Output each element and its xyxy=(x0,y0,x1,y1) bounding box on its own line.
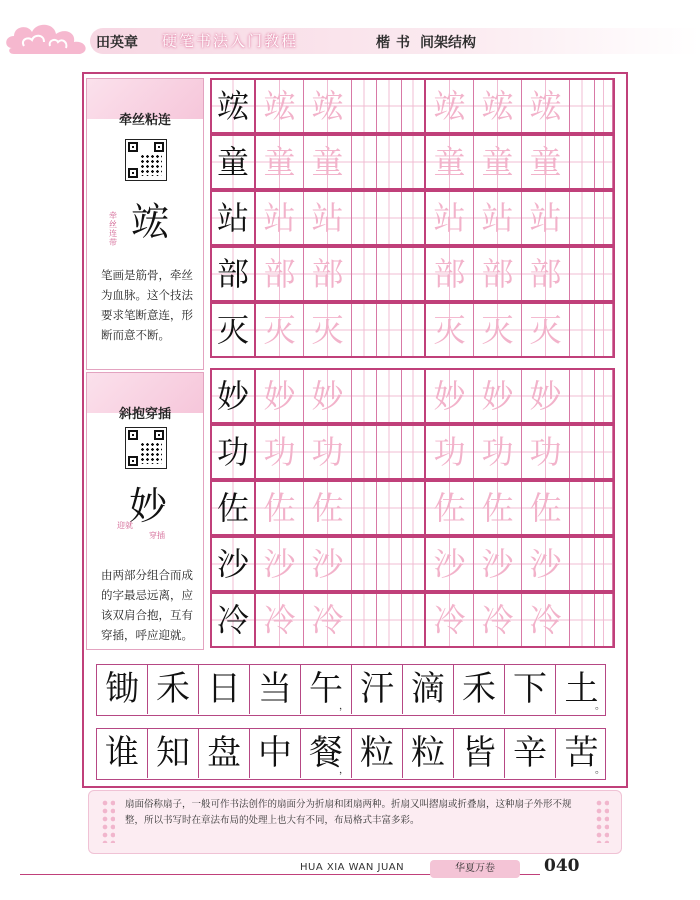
model-character: 灭 xyxy=(216,311,249,349)
trace-character: 妙 xyxy=(311,377,344,415)
trace-cell[interactable] xyxy=(304,248,352,300)
blank-practice-cell[interactable] xyxy=(595,80,613,132)
trace-cell[interactable] xyxy=(426,594,474,646)
writing-character: 粒 xyxy=(411,733,445,773)
practice-grid xyxy=(210,78,620,648)
blank-practice-cell[interactable] xyxy=(352,248,377,300)
blank-practice-cell[interactable] xyxy=(402,304,426,356)
writing-cell xyxy=(352,729,403,778)
demo-label: 牵丝连带 xyxy=(109,211,117,247)
blank-practice-cell[interactable] xyxy=(402,482,426,534)
trace-cell[interactable] xyxy=(522,80,570,132)
trace-cell[interactable] xyxy=(522,426,570,478)
writing-cell xyxy=(556,665,607,714)
trace-character: 妙 xyxy=(529,377,562,415)
blank-practice-cell[interactable] xyxy=(352,304,377,356)
blank-practice-cell[interactable] xyxy=(377,136,402,188)
note-box xyxy=(88,790,622,854)
writing-character: 谁 xyxy=(105,733,139,773)
writing-cell xyxy=(97,665,148,714)
trace-cell[interactable] xyxy=(522,370,570,422)
blank-practice-cell[interactable] xyxy=(595,538,613,590)
writing-strip-2 xyxy=(96,728,606,780)
footer-publisher-latin: HUA XIA WAN JUAN xyxy=(300,862,405,873)
blank-practice-cell[interactable] xyxy=(570,538,595,590)
trace-cell[interactable] xyxy=(474,370,522,422)
writing-cell xyxy=(454,665,505,714)
practice-row xyxy=(210,78,615,134)
demo-character: 妙 xyxy=(129,484,168,528)
trace-cell[interactable] xyxy=(304,80,352,132)
trace-cell[interactable] xyxy=(304,426,352,478)
writing-character: 土 xyxy=(564,669,599,709)
blank-practice-cell[interactable] xyxy=(377,304,402,356)
trace-character: 部 xyxy=(263,255,296,293)
trace-cell[interactable] xyxy=(256,370,304,422)
trace-cell[interactable] xyxy=(304,136,352,188)
trace-character: 灭 xyxy=(481,311,514,349)
blank-practice-cell[interactable] xyxy=(595,370,613,422)
blank-practice-cell[interactable] xyxy=(595,482,613,534)
punctuation-mark: ， xyxy=(339,701,349,712)
qr-code-icon[interactable] xyxy=(125,139,167,181)
model-cell xyxy=(212,192,256,244)
trace-character: 站 xyxy=(481,199,514,237)
technique-panel-1 xyxy=(86,78,204,370)
trace-cell[interactable] xyxy=(474,304,522,356)
trace-cell[interactable] xyxy=(522,304,570,356)
writing-cell xyxy=(505,665,556,714)
model-cell xyxy=(212,248,256,300)
header-style: 楷书 xyxy=(376,35,416,51)
writing-character: 锄 xyxy=(105,669,139,709)
trace-character: 功 xyxy=(433,433,466,471)
practice-row xyxy=(210,480,615,536)
trace-cell[interactable] xyxy=(426,538,474,590)
writing-character: 中 xyxy=(258,733,292,773)
trace-cell[interactable] xyxy=(304,538,352,590)
trace-character: 部 xyxy=(529,255,562,293)
blank-practice-cell[interactable] xyxy=(402,248,426,300)
blank-practice-cell[interactable] xyxy=(402,80,426,132)
blank-practice-cell[interactable] xyxy=(570,80,595,132)
header-author: 田英章 xyxy=(96,35,138,51)
blank-practice-cell[interactable] xyxy=(377,80,402,132)
trace-cell[interactable] xyxy=(426,248,474,300)
writing-cell xyxy=(250,665,301,714)
trace-character: 竤 xyxy=(433,87,466,125)
writing-character: 辛 xyxy=(513,733,547,773)
writing-character: 粒 xyxy=(360,733,394,773)
trace-character: 灭 xyxy=(529,311,562,349)
writing-cell xyxy=(199,729,250,778)
trace-character: 童 xyxy=(263,143,296,181)
blank-practice-cell[interactable] xyxy=(402,136,426,188)
trace-cell[interactable] xyxy=(522,482,570,534)
trace-cell[interactable] xyxy=(426,482,474,534)
writing-character: 餐 xyxy=(309,733,343,773)
writing-cell xyxy=(454,729,505,778)
trace-character: 冷 xyxy=(529,601,562,639)
writing-cell xyxy=(250,729,301,778)
blank-practice-cell[interactable] xyxy=(377,248,402,300)
panel-title: 牵丝粘连 xyxy=(118,113,171,128)
trace-character: 沙 xyxy=(263,545,296,583)
blank-practice-cell[interactable] xyxy=(352,594,377,646)
cloud-decoration-icon xyxy=(4,18,94,58)
trace-character: 童 xyxy=(481,143,514,181)
trace-cell[interactable] xyxy=(426,370,474,422)
model-character: 部 xyxy=(216,255,249,293)
trace-cell[interactable] xyxy=(522,594,570,646)
trace-character: 沙 xyxy=(433,545,466,583)
demo-label: 迎就 xyxy=(117,521,133,530)
model-character: 竤 xyxy=(216,87,249,125)
model-character: 功 xyxy=(216,433,249,471)
trace-character: 功 xyxy=(481,433,514,471)
model-cell xyxy=(212,370,256,422)
model-character: 沙 xyxy=(216,545,249,583)
trace-character: 竤 xyxy=(311,87,344,125)
trace-character: 沙 xyxy=(529,545,562,583)
blank-practice-cell[interactable] xyxy=(570,192,595,244)
trace-cell[interactable] xyxy=(256,426,304,478)
blank-practice-cell[interactable] xyxy=(377,370,402,422)
blank-practice-cell[interactable] xyxy=(570,426,595,478)
blank-practice-cell[interactable] xyxy=(377,594,402,646)
writing-cell xyxy=(301,729,352,778)
trace-character: 妙 xyxy=(263,377,296,415)
writing-cell xyxy=(199,665,250,714)
blank-practice-cell[interactable] xyxy=(402,594,426,646)
writing-cell xyxy=(403,729,454,778)
trace-cell[interactable] xyxy=(522,538,570,590)
trace-character: 站 xyxy=(433,199,466,237)
punctuation-mark: 。 xyxy=(595,701,605,712)
model-cell xyxy=(212,426,256,478)
writing-cell xyxy=(301,665,352,714)
trace-character: 童 xyxy=(529,143,562,181)
trace-character: 功 xyxy=(311,433,344,471)
model-character: 童 xyxy=(216,143,249,181)
trace-character: 冷 xyxy=(481,601,514,639)
writing-cell xyxy=(148,665,199,714)
trace-character: 佐 xyxy=(481,489,514,527)
trace-cell[interactable] xyxy=(522,248,570,300)
trace-character: 妙 xyxy=(481,377,514,415)
model-character: 冷 xyxy=(216,601,249,639)
blank-practice-cell[interactable] xyxy=(352,370,377,422)
trace-cell[interactable] xyxy=(474,192,522,244)
model-character: 佐 xyxy=(216,489,249,527)
trace-cell[interactable] xyxy=(522,192,570,244)
writing-cell xyxy=(352,665,403,714)
header-book-title: 硬笔书法入门教程 xyxy=(162,32,299,50)
blank-practice-cell[interactable] xyxy=(352,80,377,132)
trace-cell[interactable] xyxy=(256,594,304,646)
trace-character: 部 xyxy=(481,255,514,293)
note-decoration-icon xyxy=(595,799,609,843)
note-text: 扇面俗称扇子，一般可作书法创作的扇面分为折扇和团扇两种。折扇又叫摺扇或折叠扇，这种扇子外形不规整，所以书写时在章法布局的处理上也大有不同，布局格式丰富多彩。 xyxy=(125,799,572,826)
writing-character: 禾 xyxy=(462,669,496,709)
trace-cell[interactable] xyxy=(474,426,522,478)
trace-cell[interactable] xyxy=(426,426,474,478)
trace-character: 功 xyxy=(529,433,562,471)
trace-character: 站 xyxy=(263,199,296,237)
model-cell xyxy=(212,538,256,590)
trace-cell[interactable] xyxy=(474,136,522,188)
blank-practice-cell[interactable] xyxy=(377,426,402,478)
trace-cell[interactable] xyxy=(256,482,304,534)
practice-row xyxy=(210,190,615,246)
trace-cell[interactable] xyxy=(474,80,522,132)
model-cell xyxy=(212,304,256,356)
demo-character: 竤 xyxy=(131,200,170,244)
practice-row xyxy=(210,592,615,648)
blank-practice-cell[interactable] xyxy=(352,192,377,244)
trace-cell[interactable] xyxy=(426,192,474,244)
writing-character: 午 xyxy=(309,669,343,709)
practice-row xyxy=(210,246,615,302)
practice-row xyxy=(210,134,615,190)
practice-row xyxy=(210,424,615,480)
trace-cell[interactable] xyxy=(426,136,474,188)
qr-code-icon[interactable] xyxy=(125,427,167,469)
trace-cell[interactable] xyxy=(304,482,352,534)
writing-cell xyxy=(556,729,607,778)
writing-strip-1 xyxy=(96,664,606,716)
trace-cell[interactable] xyxy=(426,304,474,356)
page-number: 040 xyxy=(544,856,580,876)
blank-practice-cell[interactable] xyxy=(570,594,595,646)
blank-practice-cell[interactable] xyxy=(402,426,426,478)
trace-character: 童 xyxy=(311,143,344,181)
trace-character: 部 xyxy=(433,255,466,293)
trace-cell[interactable] xyxy=(256,538,304,590)
writing-character: 滴 xyxy=(411,669,445,709)
panel-description: 笔画是筋骨，牵丝为血脉。这个技法要求笔断意连，形断而意不断。 xyxy=(101,268,193,342)
trace-cell[interactable] xyxy=(474,248,522,300)
writing-character: 汗 xyxy=(360,669,394,709)
model-cell xyxy=(212,482,256,534)
writing-character: 下 xyxy=(513,669,547,709)
trace-character: 部 xyxy=(311,255,344,293)
trace-character: 冷 xyxy=(263,601,296,639)
trace-character: 灭 xyxy=(433,311,466,349)
blank-practice-cell[interactable] xyxy=(570,482,595,534)
demo-label: 穿插 xyxy=(149,531,165,540)
trace-character: 冷 xyxy=(433,601,466,639)
page-footer xyxy=(0,856,700,900)
trace-character: 站 xyxy=(529,199,562,237)
trace-character: 沙 xyxy=(481,545,514,583)
practice-row xyxy=(210,302,615,358)
blank-practice-cell[interactable] xyxy=(352,136,377,188)
model-cell xyxy=(212,594,256,646)
trace-character: 竤 xyxy=(263,87,296,125)
trace-cell[interactable] xyxy=(256,304,304,356)
blank-practice-cell[interactable] xyxy=(570,136,595,188)
note-decoration-icon xyxy=(101,799,115,843)
trace-character: 沙 xyxy=(311,545,344,583)
blank-practice-cell[interactable] xyxy=(402,192,426,244)
writing-character: 苦 xyxy=(564,733,599,773)
blank-practice-cell[interactable] xyxy=(595,594,613,646)
trace-cell[interactable] xyxy=(522,136,570,188)
model-cell xyxy=(212,80,256,132)
trace-character: 竤 xyxy=(529,87,562,125)
blank-practice-cell[interactable] xyxy=(595,136,613,188)
trace-cell[interactable] xyxy=(256,192,304,244)
blank-practice-cell[interactable] xyxy=(402,538,426,590)
page-header xyxy=(0,0,700,60)
footer-publisher-tag: 华夏万卷 xyxy=(430,860,520,878)
trace-cell[interactable] xyxy=(256,136,304,188)
writing-character: 盘 xyxy=(207,733,241,773)
writing-character: 知 xyxy=(156,733,190,773)
trace-character: 妙 xyxy=(433,377,466,415)
punctuation-mark: ， xyxy=(339,765,349,776)
writing-character: 日 xyxy=(207,669,241,709)
blank-practice-cell[interactable] xyxy=(352,482,377,534)
writing-cell xyxy=(148,729,199,778)
blank-practice-cell[interactable] xyxy=(402,370,426,422)
blank-practice-cell[interactable] xyxy=(377,482,402,534)
trace-character: 竤 xyxy=(481,87,514,125)
blank-practice-cell[interactable] xyxy=(377,192,402,244)
blank-practice-cell[interactable] xyxy=(595,248,613,300)
blank-practice-cell[interactable] xyxy=(595,192,613,244)
blank-practice-cell[interactable] xyxy=(595,304,613,356)
writing-cell xyxy=(505,729,556,778)
trace-character: 功 xyxy=(263,433,296,471)
trace-cell[interactable] xyxy=(304,370,352,422)
trace-cell[interactable] xyxy=(304,192,352,244)
blank-practice-cell[interactable] xyxy=(352,538,377,590)
blank-practice-cell[interactable] xyxy=(352,426,377,478)
blank-practice-cell[interactable] xyxy=(595,426,613,478)
trace-cell[interactable] xyxy=(304,304,352,356)
trace-character: 佐 xyxy=(263,489,296,527)
writing-character: 当 xyxy=(258,669,292,709)
writing-character: 皆 xyxy=(462,733,496,773)
trace-character: 童 xyxy=(433,143,466,181)
practice-row xyxy=(210,536,615,592)
practice-row xyxy=(210,368,615,424)
trace-character: 站 xyxy=(311,199,344,237)
trace-cell[interactable] xyxy=(256,80,304,132)
trace-cell[interactable] xyxy=(474,594,522,646)
trace-character: 佐 xyxy=(433,489,466,527)
writing-character: 禾 xyxy=(156,669,190,709)
trace-cell[interactable] xyxy=(474,538,522,590)
blank-practice-cell[interactable] xyxy=(570,304,595,356)
trace-character: 灭 xyxy=(311,311,344,349)
blank-practice-cell[interactable] xyxy=(570,248,595,300)
panel-title: 斜抱穿插 xyxy=(118,407,171,422)
trace-character: 佐 xyxy=(311,489,344,527)
writing-cell xyxy=(403,665,454,714)
model-cell xyxy=(212,136,256,188)
model-character: 站 xyxy=(216,199,249,237)
model-character: 妙 xyxy=(216,377,249,415)
trace-cell[interactable] xyxy=(304,594,352,646)
panel-description: 由两部分组合而成的字最忌远离，应该双肩合抱，互有穿插，呼应迎就。 xyxy=(101,568,193,642)
trace-cell[interactable] xyxy=(426,80,474,132)
trace-character: 灭 xyxy=(263,311,296,349)
trace-cell[interactable] xyxy=(474,482,522,534)
trace-character: 佐 xyxy=(529,489,562,527)
technique-panel-2 xyxy=(86,372,204,650)
trace-cell[interactable] xyxy=(256,248,304,300)
trace-character: 冷 xyxy=(311,601,344,639)
writing-cell xyxy=(97,729,148,778)
header-topic: 间架结构 xyxy=(420,35,476,51)
blank-practice-cell[interactable] xyxy=(377,538,402,590)
blank-practice-cell[interactable] xyxy=(570,370,595,422)
punctuation-mark: 。 xyxy=(595,765,605,776)
